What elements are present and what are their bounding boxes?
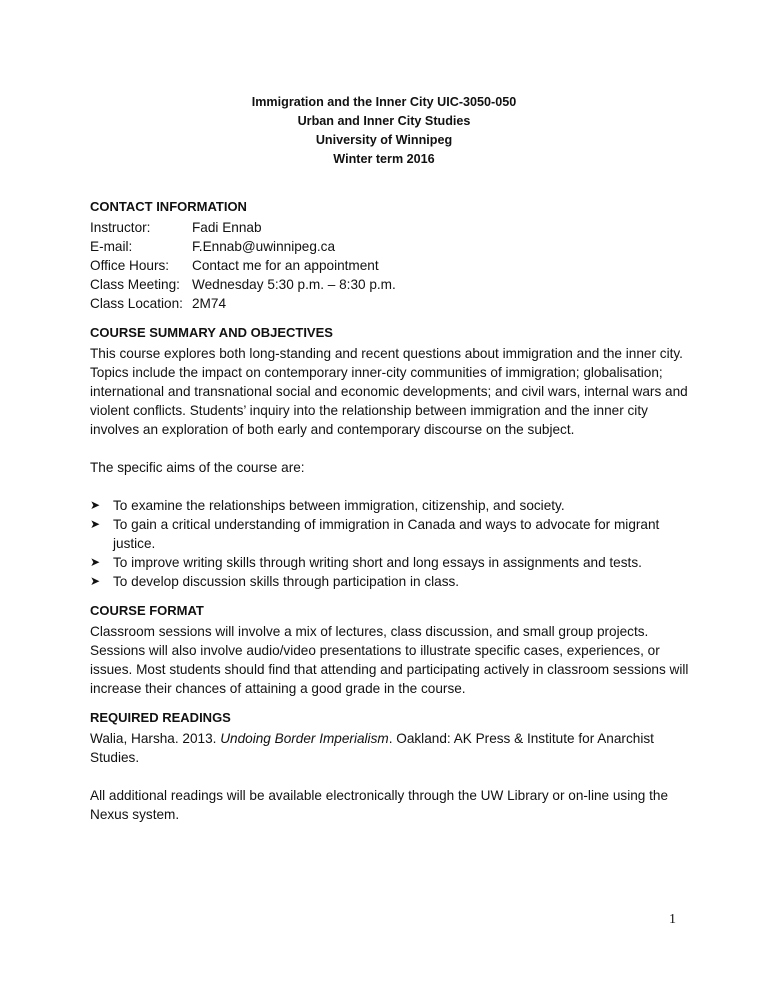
contact-label: Class Meeting: — [90, 277, 180, 292]
arrow-bullet-icon: ➤ — [90, 498, 101, 512]
contact-label: Office Hours: — [90, 258, 170, 273]
contact-value: F.Ennab@uwinnipeg.ca — [192, 239, 336, 254]
contact-value: Wednesday 5:30 p.m. – 8:30 p.m. — [192, 277, 396, 292]
term-name: Winter term 2016 — [333, 152, 435, 166]
contact-label: Class Location: — [90, 296, 183, 311]
summary-heading: COURSE SUMMARY AND OBJECTIVES — [90, 325, 333, 340]
contact-value: 2M74 — [192, 296, 227, 311]
aims-intro: The specific aims of the course are: — [90, 460, 305, 475]
department-name: Urban and Inner City Studies — [297, 114, 471, 128]
course-title: Immigration and the Inner City UIC-3050-050 — [251, 95, 517, 109]
contact-label: E-mail: — [90, 239, 133, 254]
contact-section — [90, 197, 690, 313]
format-section — [90, 601, 690, 698]
contact-value: Fadi Ennab — [192, 220, 262, 235]
readings-section — [90, 708, 690, 824]
readings-heading: REQUIRED READINGS — [90, 710, 231, 725]
list-item: ➤ To improve writing skills through writing short and long essays in assignments and tests. — [90, 555, 642, 570]
additional-readings: All additional readings will be available electronically through the UW Library or on-line using the Nexus system. — [90, 788, 669, 822]
university-name: University of Winnipeg — [315, 133, 453, 147]
page-number: 1 — [669, 912, 676, 927]
course-title-block — [90, 93, 678, 169]
contact-table — [90, 218, 690, 313]
arrow-bullet-icon: ➤ — [90, 555, 101, 569]
arrow-bullet-icon: ➤ — [90, 574, 101, 588]
contact-heading: CONTACT INFORMATION — [90, 199, 247, 214]
list-item: ➤ To gain a critical understanding of immigration in Canada and ways to advocate for migrant justice. — [90, 517, 660, 551]
list-item: ➤ To develop discussion skills through participation in class. — [90, 574, 460, 589]
format-paragraph: Classroom sessions will involve a mix of lectures, class discussion, and small group projects. Sessions will also involve audio/video presentations to illustrate specific cases, experiences, or issues. Most students should find that attending and participating actively in classroom sessions will increase their chances of attaining a good grade in the course. — [90, 624, 689, 696]
summary-section — [90, 323, 690, 591]
reading-citation: Walia, Harsha. 2013. Undoing Border Imperialism. Oakland: AK Press & Institute for Anarchist Studies. — [90, 731, 654, 765]
contact-value: Contact me for an appointment — [192, 258, 379, 273]
format-heading: COURSE FORMAT — [90, 603, 204, 618]
document-body — [90, 197, 690, 843]
list-item: ➤ To examine the relationships between immigration, citizenship, and society. — [90, 498, 565, 513]
arrow-bullet-icon: ➤ — [90, 517, 101, 531]
contact-label: Instructor: — [90, 220, 151, 235]
summary-paragraph: This course explores both long-standing and recent questions about immigration and the inner city. Topics include the impact on contemporary inner-city communities of immigration; globalisation; international and transnational social and economic developments; and civil wars, internal wars and violent conflicts. Students’ inquiry into the relationship between immigration and the inner city involves an exploration of both early and contemporary discourse on the subject. — [90, 346, 688, 437]
book-title: Undoing Border Imperialism — [220, 731, 389, 746]
aims-list — [90, 496, 690, 591]
